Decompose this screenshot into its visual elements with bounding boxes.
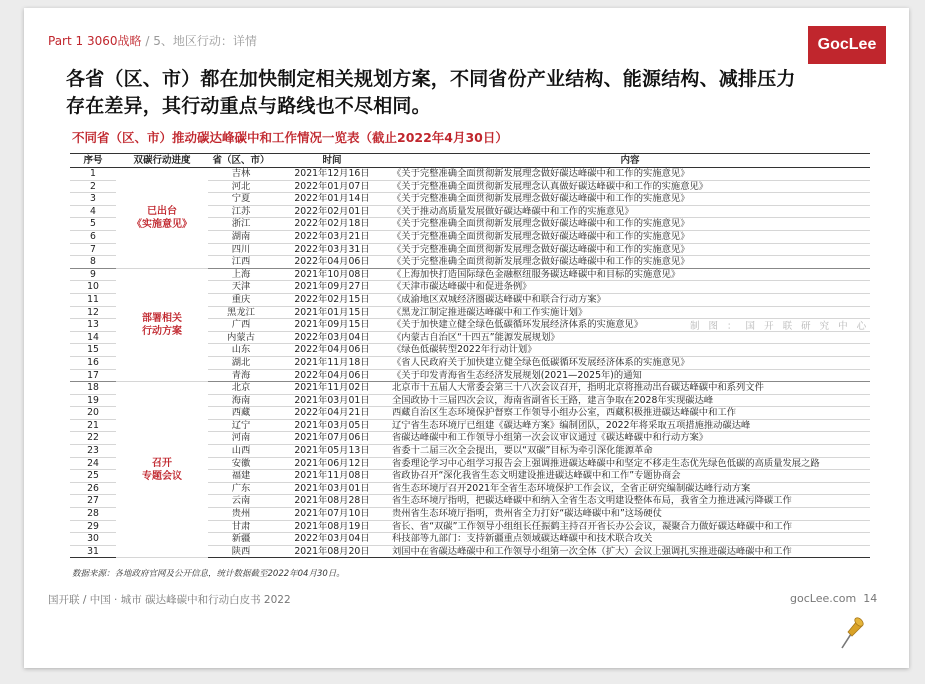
pushpin-icon: [834, 612, 866, 652]
cell-content: 《关于完整准确全面贯彻新发展理念认真做好碳达峰碳中和工作的实施意见》: [390, 180, 870, 193]
cell-content: 省委理论学习中心组学习报告会上强调推进碳达峰碳中和坚定不移走生态优先绿色低碳的高质量发展之路: [390, 457, 870, 470]
cell-province: 福建: [208, 470, 274, 483]
cell-date: 2021年03月05日: [274, 419, 390, 432]
cell-date: 2021年05月13日: [274, 445, 390, 458]
group-label-line: 专题会议: [142, 470, 182, 482]
cell-no: 20: [70, 407, 116, 420]
cell-content: 《关于完整准确全面贯彻新发展理念做好碳达峰碳中和工作的实施意见》: [390, 230, 870, 243]
cell-content: 刘国中在省碳达峰碳中和工作领导小组第一次全体（扩大）会议上强调扎实推进碳达峰碳中和工作: [390, 545, 870, 558]
cell-no: 28: [70, 508, 116, 521]
cell-content: 贵州省生态环境厅指明，贵州省全力打好“碳达峰碳中和”这场硬仗: [390, 508, 870, 521]
cell-no: 24: [70, 457, 116, 470]
cell-province: 宁夏: [208, 193, 274, 206]
page-headline: 各省（区、市）都在加快制定相关规划方案，不同省份产业结构、能源结构、减排压力存在差异，其行动重点与路线也不尽相同。: [66, 68, 796, 117]
cell-progress-group: [116, 268, 208, 381]
cell-date: 2022年04月21日: [274, 407, 390, 420]
cell-no: 11: [70, 293, 116, 306]
cell-province: 上海: [208, 268, 274, 281]
cell-province: 辽宁: [208, 419, 274, 432]
cell-province: 河北: [208, 180, 274, 193]
cell-no: 16: [70, 356, 116, 369]
cell-date: 2022年03月21日: [274, 230, 390, 243]
cell-date: 2021年07月06日: [274, 432, 390, 445]
cell-province: 湖北: [208, 356, 274, 369]
cell-no: 9: [70, 268, 116, 281]
group-label-line: 召开: [152, 457, 172, 469]
cell-content: 《省人民政府关于加快建立健全绿色低碳循环发展经济体系的实施意见》: [390, 356, 870, 369]
gocLee-logo[interactable]: GocLee: [808, 26, 886, 64]
header-province: 省（区、市）: [208, 154, 274, 168]
cell-province: 新疆: [208, 533, 274, 546]
breadcrumb: [48, 32, 257, 49]
cell-content: 省生态环境厅召开2021年全省生态环境保护工作会议，全省正研究编制碳达峰行动方案: [390, 482, 870, 495]
footer-right: [790, 592, 877, 605]
province-action-table: [70, 153, 870, 558]
cell-no: 25: [70, 470, 116, 483]
cell-content: 《关于完整准确全面贯彻新发展理念做好碳达峰碳中和工作的实施意见》: [390, 243, 870, 256]
table-row: [70, 168, 870, 181]
cell-date: 2021年11月08日: [274, 470, 390, 483]
breadcrumb-section[interactable]: 5、地区行动：详情: [153, 34, 257, 48]
cell-province: 北京: [208, 382, 274, 395]
cell-province: 青海: [208, 369, 274, 382]
group-label-line: 行动方案: [142, 325, 182, 337]
cell-province: 天津: [208, 281, 274, 294]
cell-province: 贵州: [208, 508, 274, 521]
cell-province: 浙江: [208, 218, 274, 231]
cell-province: 河南: [208, 432, 274, 445]
cell-no: 2: [70, 180, 116, 193]
cell-date: 2022年04月06日: [274, 369, 390, 382]
group-label-line: 《实施意见》: [132, 218, 192, 230]
cell-no: 26: [70, 482, 116, 495]
header-content: 内容: [390, 154, 870, 168]
cell-no: 5: [70, 218, 116, 231]
cell-no: 13: [70, 319, 116, 332]
cell-province: 甘肃: [208, 520, 274, 533]
cell-content: 《关于完整准确全面贯彻新发展理念做好碳达峰碳中和工作的实施意见》: [390, 256, 870, 269]
cell-no: 14: [70, 331, 116, 344]
cell-content: 《天津市碳达峰碳中和促进条例》: [390, 281, 870, 294]
cell-content: 《关于完整准确全面贯彻新发展理念做好碳达峰碳中和工作的实施意见》: [390, 168, 870, 181]
cell-content: 北京市十五届人大常委会第三十八次会议召开，指明北京将推动出台碳达峰碳中和系列文件: [390, 382, 870, 395]
cell-province: 内蒙古: [208, 331, 274, 344]
cell-no: 7: [70, 243, 116, 256]
table-title: 不同省（区、市）推动碳达峰碳中和工作情况一览表（截止2022年4月30日）: [72, 130, 508, 145]
chart-credit-watermark: 制 图 ： 国 开 联 研 究 中 心: [690, 321, 870, 332]
cell-province: 海南: [208, 394, 274, 407]
cell-no: 27: [70, 495, 116, 508]
cell-date: 2022年02月01日: [274, 205, 390, 218]
breadcrumb-separator: /: [145, 34, 150, 48]
cell-content: 省政协召开“深化我省生态文明建设推进碳达峰碳中和工作”专题协商会: [390, 470, 870, 483]
cell-date: 2022年01月07日: [274, 180, 390, 193]
cell-date: 2021年01月15日: [274, 306, 390, 319]
cell-no: 22: [70, 432, 116, 445]
cell-province: 吉林: [208, 168, 274, 181]
cell-content: 《关于加快建立健全绿色低碳循环发展经济体系的实施意见》: [390, 319, 870, 332]
cell-content: 省委十二届三次全会提出，要以“双碳”目标为牵引深化能源革命: [390, 445, 870, 458]
table-row: [70, 268, 870, 281]
cell-content: 《黑龙江制定推进碳达峰碳中和工作实施计划》: [390, 306, 870, 319]
cell-date: 2021年08月28日: [274, 495, 390, 508]
page-number: 14: [863, 592, 878, 605]
data-source-note: 数据来源：各地政府官网及公开信息，统计数据截至2022年04月30日。: [72, 569, 345, 579]
cell-content: 西藏自治区生态环境保护督察工作领导小组办公室，西藏积极推进碳达峰碳中和工作: [390, 407, 870, 420]
header-no: 序号: [70, 154, 116, 168]
footer-report-title: 国开联 / 中国 · 城市 碳达峰碳中和行动白皮书 2022: [48, 594, 291, 606]
cell-content: 《关于印发青海省生态经济发展规划(2021—2025年)的通知: [390, 369, 870, 382]
cell-date: 2022年03月04日: [274, 331, 390, 344]
cell-no: 8: [70, 256, 116, 269]
cell-progress-group: [116, 382, 208, 558]
cell-date: 2021年08月20日: [274, 545, 390, 558]
cell-content: 《上海加快打造国际绿色金融枢纽服务碳达峰碳中和目标的实施意见》: [390, 268, 870, 281]
cell-no: 18: [70, 382, 116, 395]
cell-province: 西藏: [208, 407, 274, 420]
cell-content: 辽宁省生态环境厅已组建《碳达峰方案》编制团队，2022年将采取五项措施推动碳达峰: [390, 419, 870, 432]
cell-province: 山西: [208, 445, 274, 458]
cell-date: 2022年03月31日: [274, 243, 390, 256]
cell-date: 2021年08月19日: [274, 520, 390, 533]
cell-date: 2021年07月10日: [274, 508, 390, 521]
cell-province: 云南: [208, 495, 274, 508]
cell-date: 2022年03月04日: [274, 533, 390, 546]
cell-province: 山东: [208, 344, 274, 357]
cell-province: 四川: [208, 243, 274, 256]
cell-date: 2022年04月06日: [274, 344, 390, 357]
cell-no: 29: [70, 520, 116, 533]
cell-no: 19: [70, 394, 116, 407]
cell-province: 江苏: [208, 205, 274, 218]
cell-date: 2022年02月15日: [274, 293, 390, 306]
cell-province: 重庆: [208, 293, 274, 306]
cell-province: 陕西: [208, 545, 274, 558]
cell-province: 安徽: [208, 457, 274, 470]
cell-province: 广东: [208, 482, 274, 495]
table-header-row: [70, 154, 870, 168]
cell-date: 2021年11月18日: [274, 356, 390, 369]
cell-date: 2022年02月18日: [274, 218, 390, 231]
cell-content: 省长、省“双碳”工作领导小组组长任振鹤主持召开省长办公会议，凝聚合力做好碳达峰碳中和工作: [390, 520, 870, 533]
cell-province: 广西: [208, 319, 274, 332]
cell-date: 2021年10月08日: [274, 268, 390, 281]
cell-no: 3: [70, 193, 116, 206]
cell-content: 《成渝地区双城经济圈碳达峰碳中和联合行动方案》: [390, 293, 870, 306]
group-label-line: 已出台: [147, 205, 177, 217]
cell-content: 科技部等九部门：支持新疆重点领域碳达峰碳中和技术联合攻关: [390, 533, 870, 546]
cell-no: 6: [70, 230, 116, 243]
cell-content: 省碳达峰碳中和工作领导小组第一次会议审议通过《碳达峰碳中和行动方案》: [390, 432, 870, 445]
cell-content: 《绿色低碳转型2022年行动计划》: [390, 344, 870, 357]
cell-province: 黑龙江: [208, 306, 274, 319]
footer-site-link[interactable]: gocLee.com: [790, 592, 857, 605]
cell-content: 省生态环境厅指明，把碳达峰碳中和纳入全省生态文明建设整体布局，我省全力推进减污降碳工作: [390, 495, 870, 508]
cell-no: 23: [70, 445, 116, 458]
cell-no: 12: [70, 306, 116, 319]
breadcrumb-part[interactable]: Part 1 3060战略: [48, 34, 142, 48]
table-row: [70, 382, 870, 395]
cell-content: 《关于完整准确全面贯彻新发展理念做好碳达峰碳中和工作的实施意见》: [390, 193, 870, 206]
cell-date: 2021年12月16日: [274, 168, 390, 181]
cell-date: 2022年04月06日: [274, 256, 390, 269]
cell-date: 2021年06月12日: [274, 457, 390, 470]
cell-content: 《关于完整准确全面贯彻新发展理念做好碳达峰碳中和工作的实施意见》: [390, 218, 870, 231]
cell-no: 10: [70, 281, 116, 294]
cell-content: 《关于推动高质量发展做好碳达峰碳中和工作的实施意见》: [390, 205, 870, 218]
cell-no: 1: [70, 168, 116, 181]
cell-no: 4: [70, 205, 116, 218]
group-label-line: 部署相关: [142, 312, 182, 324]
cell-no: 30: [70, 533, 116, 546]
header-date: 时间: [274, 154, 390, 168]
cell-date: 2021年09月15日: [274, 319, 390, 332]
cell-province: 湖南: [208, 230, 274, 243]
cell-province: 江西: [208, 256, 274, 269]
cell-no: 31: [70, 545, 116, 558]
cell-date: 2021年09月27日: [274, 281, 390, 294]
cell-date: 2022年01月14日: [274, 193, 390, 206]
cell-no: 17: [70, 369, 116, 382]
cell-no: 15: [70, 344, 116, 357]
cell-date: 2021年11月02日: [274, 382, 390, 395]
cell-content: 全国政协十三届四次会议，海南省副省长王路，建言争取在2028年实现碳达峰: [390, 394, 870, 407]
cell-progress-group: [116, 168, 208, 269]
cell-date: 2021年03月01日: [274, 394, 390, 407]
cell-no: 21: [70, 419, 116, 432]
header-progress: 双碳行动进度: [116, 154, 208, 168]
cell-date: 2021年03月01日: [274, 482, 390, 495]
cell-content: 《内蒙古自治区“十四五”能源发展规划》: [390, 331, 870, 344]
